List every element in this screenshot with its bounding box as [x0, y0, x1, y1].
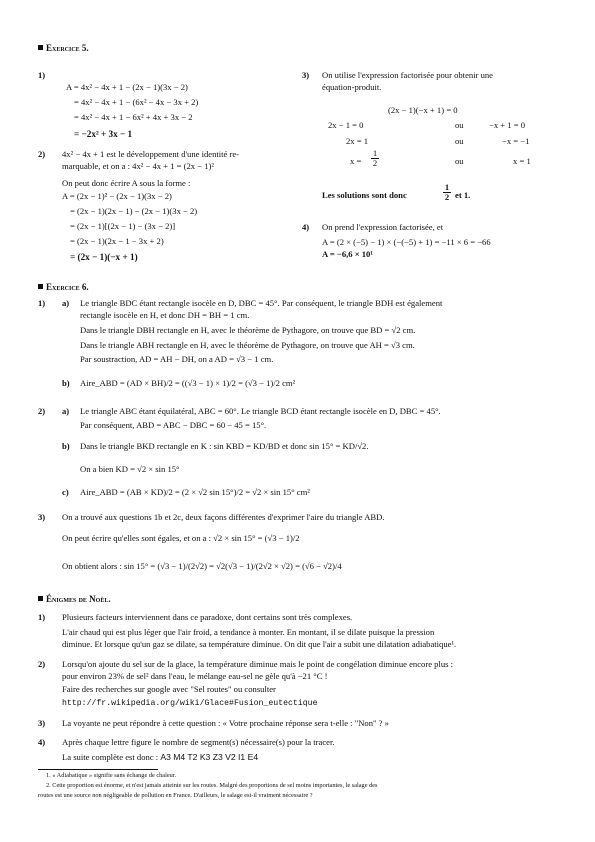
- ex6-q2c-label: c): [62, 487, 69, 497]
- ex6-q1a-line: Dans le triangle DBH rectangle en H, avec le théorème de Pythagore, on trouve que BD = √2 cm.: [80, 325, 416, 335]
- ex5-q2-line: = (2x − 1)[(2x − 1) − (3x − 2)]: [70, 221, 176, 231]
- ex6-q2a-label: a): [62, 406, 70, 416]
- ex5-q1-number: 1): [38, 70, 46, 80]
- footnote-2-cont: routes est une source non négligeable de pollution en France. D'ailleurs, le salage est-il vraiment nécessaire ?: [38, 792, 313, 799]
- enigmes-q1-line: Plusieurs facteurs interviennent dans ce paradoxe, dont certains sont très complexes.: [62, 612, 353, 622]
- ex5-q3-or: ou: [455, 136, 464, 146]
- ex5-q3-fraction: 1 2: [372, 148, 378, 169]
- ex5-q3-right: −x + 1 = 0: [489, 120, 526, 130]
- ex6-q2a-line: Le triangle ABC étant équilatéral, ABC = 60°. Le triangle BCD étant rectangle isocèle en D, DBC = 45°.: [80, 406, 441, 416]
- enigmes-q1-line: diminue. Et lorsque qu'un gaz se dilate, sa température diminue. On dit que l'air a subit une dilatation adiabatique¹.: [62, 639, 457, 649]
- ex5-q2-result: = (2x − 1)(−x + 1): [70, 252, 138, 262]
- ex6-q1-number: 1): [38, 298, 46, 308]
- ex5-q4-line: A = (2 × (−5) − 1) × (−(−5) + 1) = −11 × 6 = −66: [322, 237, 491, 247]
- enigmes-q4-text: Après chaque lettre figure le nombre de segment(s) nécessaire(s) pour la tracer.: [62, 737, 335, 747]
- ex6-q2c-formula: Aire_ABD = (AB × KD)/2 = (2 × √2 sin 15°)/2 = √2 × sin 15° cm²: [80, 487, 310, 497]
- ex5-q3-right: −x = −1: [502, 136, 530, 146]
- footnote-separator: [38, 769, 158, 770]
- enigmes-q1-line: L'air chaud qui est plus léger que l'air froid, a tendance à monter. En montant, il se dilate puisque la pression: [62, 627, 435, 637]
- bullet-square-icon: [38, 596, 43, 601]
- ex5-q4-number: 4): [302, 222, 310, 232]
- ex6-q2b-line: On a bien KD = √2 × sin 15°: [80, 464, 180, 474]
- ex5-q2-line: A = (2x − 1)² − (2x − 1)(3x − 2): [62, 191, 172, 201]
- ex5-q1-line: = 4x² − 4x + 1 − (6x² − 4x − 3x + 2): [74, 97, 199, 107]
- letter-sequence: A3 M4 T2 K3 Z3 V2 I1 E4: [160, 752, 259, 762]
- section-title-exercice-6: Exercice 6.: [38, 281, 89, 293]
- ex5-q1-result: = −2x² + 3x − 1: [74, 129, 133, 139]
- enigmes-q3-number: 3): [38, 718, 46, 728]
- ex5-q3-text: On utilise l'expression factorisée pour obtenir une: [322, 70, 493, 80]
- ex5-q2-number: 2): [38, 149, 46, 159]
- ex6-q3-line: On peut écrire qu'elles sont égales, et on a : √2 × sin 15° = (√3 − 1)/2: [62, 533, 300, 543]
- ex5-q3-solution-fraction: 1 2: [444, 182, 450, 203]
- enigmes-q2-url[interactable]: http://fr.wikipedia.org/wiki/Glace#Fusion_eutectique: [62, 699, 318, 708]
- ex6-q1a-line: rectangle isocèle en H, et donc DH = BH = 1 cm.: [80, 310, 250, 320]
- ex5-q4-text: On prend l'expression factorisée, et: [322, 222, 444, 232]
- ex5-q3-text: équation-produit.: [322, 82, 382, 92]
- ex5-q3-equation: (2x − 1)(−x + 1) = 0: [388, 105, 458, 115]
- enigmes-q4-sequence: La suite complète est donc : A3 M4 T2 K3 Z3 V2 I1 E4: [62, 752, 259, 762]
- ex5-q3-number: 3): [302, 70, 310, 80]
- enigmes-q4-number: 4): [38, 737, 46, 747]
- ex6-q3-line: On obtient alors : sin 15° = (√3 − 1)/(2√2) = √2(√3 − 1)/(2√2 × √2) = (√6 − √2)/4: [62, 561, 342, 571]
- footnote-2: 2. Cette proportion est énorme, et n'est jamais atteinte sur les routes. Malgré des proportions de sel moins importantes, le salage des: [46, 782, 378, 789]
- ex5-q3-left: 2x − 1 = 0: [328, 120, 364, 130]
- ex6-q1b-formula: Aire_ABD = (AD × BH)/2 = ((√3 − 1) × 1)/2 = (√3 − 1)/2 cm²: [80, 378, 296, 388]
- ex6-q2b-label: b): [62, 441, 70, 451]
- ex5-q3-or: ou: [455, 156, 464, 166]
- enigmes-q2-line: Lorsqu'on ajoute du sel sur de la glace, la température diminue mais le point de congélation diminue encore plus :: [62, 659, 454, 669]
- enigmes-q2-number: 2): [38, 659, 46, 669]
- ex5-q3-left: x =: [350, 156, 362, 166]
- footnote-1: 1. « Adiabatique » signifie sans échange de chaleur.: [46, 772, 177, 779]
- ex5-q3-solution: Les solutions sont donc: [322, 190, 407, 200]
- ex5-q1-line: = 4x² − 4x + 1 − 6x² + 4x + 3x − 2: [74, 112, 193, 122]
- bullet-square-icon: [38, 45, 43, 50]
- ex5-q3-or: ou: [455, 120, 464, 130]
- ex6-q1a-label: a): [62, 298, 70, 308]
- enigmes-q2-line: Faire des recherches sur google avec "Sel routes" ou consulter: [62, 684, 276, 694]
- ex5-q3-right: x = 1: [513, 156, 531, 166]
- enigmes-q3-text: La voyante ne peut répondre à cette question : « Votre prochaine réponse sera t-elle : "Non" ? »: [62, 718, 389, 728]
- ex6-q1a-line: Dans le triangle ABH rectangle en H, avec le théorème de Pythagore, on trouve que AH = √3 cm.: [80, 340, 415, 350]
- ex5-q2-text: marquable, et on a : 4x² − 4x + 1 = (2x − 1)²: [62, 161, 214, 171]
- ex5-q1-line: A = 4x² − 4x + 1 − (2x − 1)(3x − 2): [66, 82, 188, 92]
- ex5-q4-result: A = −6,6 × 10¹: [322, 249, 373, 259]
- ex5-q2-text: 4x² − 4x + 1 est le développement d'une identité re-: [62, 149, 240, 159]
- ex5-q3-left: 2x = 1: [346, 136, 369, 146]
- ex6-q2a-line: Par conséquent, ABD = ABC − DBC = 60 − 45 = 15°.: [80, 420, 267, 430]
- ex5-q2-text: On peut donc écrire A sous la forme :: [62, 178, 191, 188]
- section-title-exercice-5: Exercice 5.: [38, 42, 89, 54]
- bullet-square-icon: [38, 284, 43, 289]
- ex6-q1a-line: Par soustraction, AD = AH − DH, on a AD = √3 − 1 cm.: [80, 354, 274, 364]
- ex6-q2b-line: Dans le triangle BKD rectangle en K : sin KBD = KD/BD et donc sin 15° = KD/√2.: [80, 441, 369, 451]
- ex6-q3-line: On a trouvé aux questions 1b et 2c, deux façons différentes d'exprimer l'aire du triangle ABD.: [62, 512, 385, 522]
- ex5-q2-line: = (2x − 1)(2x − 1 − 3x + 2): [70, 236, 164, 246]
- ex6-q3-number: 3): [38, 512, 46, 522]
- ex5-q3-solution-end: et 1.: [455, 190, 471, 200]
- ex6-q1b-label: b): [62, 378, 70, 388]
- enigmes-q2-line: pour environ 23% de sel² dans l'eau, le mélange eau-sel ne gèle qu'à −21 °C !: [62, 671, 328, 681]
- ex6-q2-number: 2): [38, 406, 46, 416]
- ex5-q2-line: = (2x − 1)(2x − 1) − (2x − 1)(3x − 2): [70, 206, 198, 216]
- ex6-q1a-line: Le triangle BDC étant rectangle isocèle en D, DBC = 45°. Par conséquent, le triangle BDH est également: [80, 298, 443, 308]
- enigmes-q1-number: 1): [38, 612, 46, 622]
- section-title-enigmes: Énigmes de Noël.: [38, 593, 111, 605]
